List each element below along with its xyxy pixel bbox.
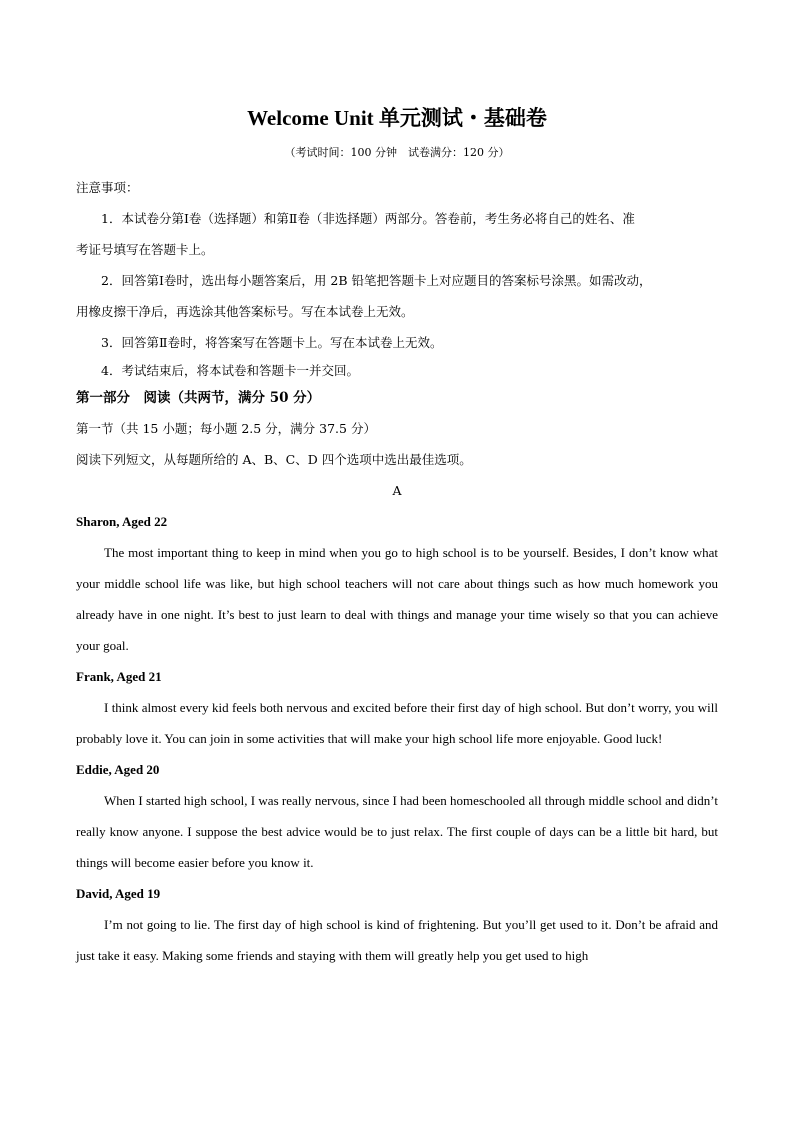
passage-label: A <box>392 483 402 498</box>
notice-item-4: 4．考试结束后，将本试卷和答题卡一并交回。 <box>101 363 359 378</box>
passage-frank <box>76 661 718 754</box>
instruction: 阅读下列短文，从每题所给的 A、B、C、D 四个选项中选出最佳选项。 <box>76 452 472 467</box>
passage-author: Sharon, Aged 22 <box>76 514 168 529</box>
passage-author: David, Aged 19 <box>76 886 161 901</box>
passage-author: Frank, Aged 21 <box>76 669 162 684</box>
notice-item-2: 2．回答第Ⅰ卷时，选出每小题答案后，用 2B 铅笔把答题卡上对应题目的答案标号涂黑。如需改动， <box>101 273 652 288</box>
passage-text: The most important thing to keep in mind when you go to high school is to be yourself. Besides, I don’t know what your middle school life was like, but high school teachers will not care about things such as how much homework you already have in one night. It’s best to just learn to deal with things and manage your time wisely so that you can achieve your goal. <box>76 545 718 653</box>
notice-item-3: 3．回答第Ⅱ卷时，将答案写在答题卡上。写在本试卷上无效。 <box>101 335 443 350</box>
passage-text: I think almost every kid feels both nervous and excited before their first day of high school. But don’t worry, you will probably love it. You can join in some activities that will make your high school life more enjoyable. Good luck! <box>76 700 718 746</box>
notice-item-2-cont: 用橡皮擦干净后，再选涂其他答案标号。写在本试卷上无效。 <box>76 304 414 319</box>
passage-eddie <box>76 754 718 878</box>
passage-sharon <box>76 506 718 661</box>
passage-author: Eddie, Aged 20 <box>76 762 160 777</box>
passage-text: I’m not going to lie. The first day of high school is kind of frightening. But you’ll get used to it. Don’t be afraid and just take it easy. Making some friends and staying with them will greatly help you get used to high <box>76 917 718 963</box>
part-heading: 第一部分 阅读（共两节，满分 50 分） <box>76 390 321 406</box>
section-heading: 第一节（共 15 小题；每小题 2.5 分，满分 37.5 分） <box>76 421 376 436</box>
document-title: Welcome Unit 单元测试・基础卷 <box>247 106 547 130</box>
document-body <box>76 172 718 971</box>
notice-heading: 注意事项： <box>76 180 139 195</box>
document-subtitle: （考试时间：100 分钟 试卷满分：120 分） <box>284 146 510 159</box>
passage-david <box>76 878 718 971</box>
notice-item-1-cont: 考证号填写在答题卡上。 <box>76 242 214 257</box>
notice-item-1: 1．本试卷分第Ⅰ卷（选择题）和第Ⅱ卷（非选择题）两部分。答卷前，考生务必将自己的姓名、准 <box>101 211 635 226</box>
passage-text: When I started high school, I was really nervous, since I had been homeschooled all through middle school and didn’t really know anyone. I suppose the best advice would be to just relax. The first couple of days can be a little bit hard, but things will become easier before you know it. <box>76 793 718 870</box>
